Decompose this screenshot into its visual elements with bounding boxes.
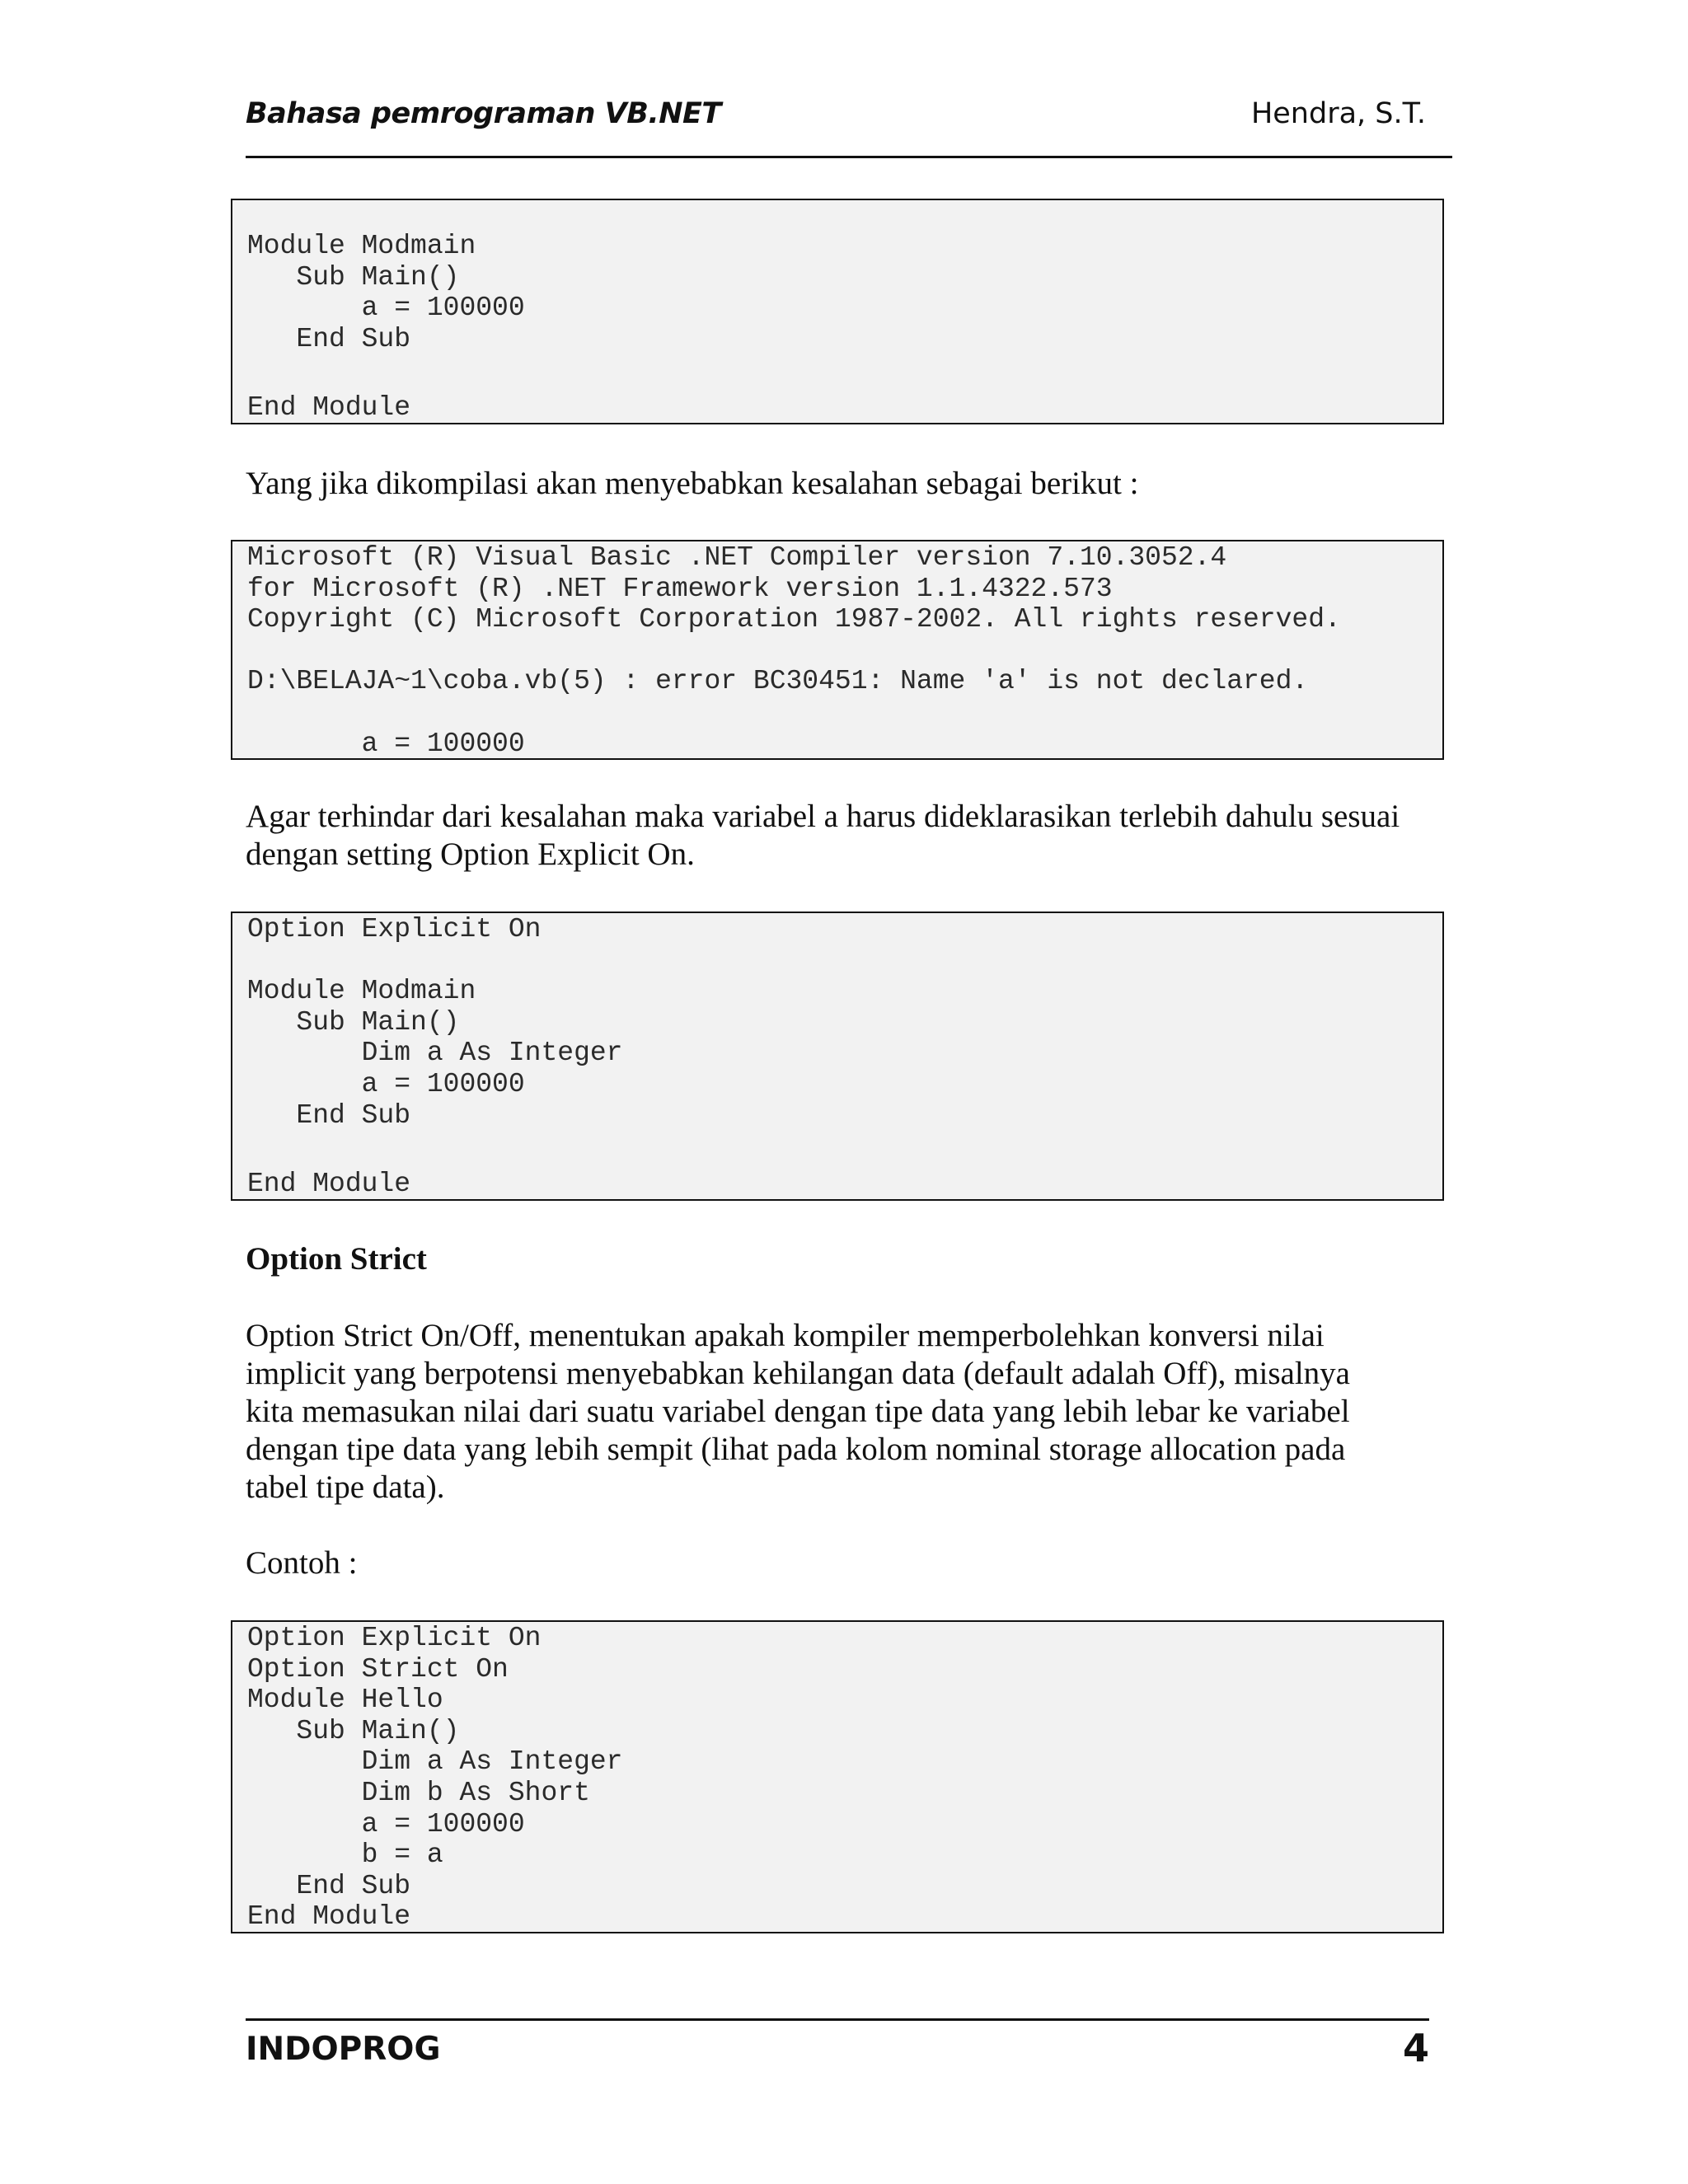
output-line: for Microsoft (R) .NET Framework version 1.1.4322.573 <box>247 573 1113 604</box>
code-line <box>247 945 1442 977</box>
code-line: Sub Main() <box>247 1006 460 1038</box>
code-line <box>247 354 1442 392</box>
code-line: Sub Main() <box>247 261 460 293</box>
paragraph-line: Agar terhindar dari kesalahan maka variabel a harus dideklarasikan terlebih dahulu sesuai <box>246 799 1400 834</box>
code-line: a = 100000 <box>247 1068 525 1099</box>
code-line: End Sub <box>247 1870 411 1901</box>
code-line: End Sub <box>247 1099 411 1131</box>
code-line: Module Modmain <box>247 231 476 262</box>
code-line: Option Explicit On <box>247 914 542 944</box>
paragraph-line: tabel tipe data). <box>246 1469 445 1505</box>
code-line: Module Hello <box>247 1685 443 1716</box>
code-line: Dim b As Short <box>247 1777 590 1808</box>
code-line: a = 100000 <box>247 293 525 324</box>
compiler-output-block <box>231 540 1444 760</box>
output-line: a = 100000 <box>247 728 525 759</box>
code-line: End Sub <box>247 323 411 354</box>
footer-brand: INDOPROG <box>246 2031 441 2068</box>
document-title: Bahasa pemrograman VB.NET <box>246 97 721 130</box>
example-label: Contoh : <box>246 1545 358 1581</box>
output-line: Copyright (C) Microsoft Corporation 1987-2002. All rights reserved. <box>247 604 1341 635</box>
paragraph-line: dengan tipe data yang lebih sempit (lihat pada kolom nominal storage allocation pada <box>246 1432 1346 1467</box>
code-line: End Module <box>247 392 411 424</box>
paragraph-line: Option Strict On/Off, menentukan apakah kompiler memperbolehkan konversi nilai <box>246 1318 1325 1353</box>
output-line: D:\BELAJA~1\coba.vb(5) : error BC30451: Name 'a' is not declared. <box>247 666 1309 697</box>
code-line: End Module <box>247 1901 411 1933</box>
section-heading: Option Strict <box>246 1241 427 1277</box>
code-line: Sub Main() <box>247 1715 460 1746</box>
code-line: b = a <box>247 1840 443 1871</box>
paragraph-option-strict <box>246 1317 1449 1507</box>
author-name: Hendra, S.T. <box>1250 97 1426 130</box>
code-block-modmain <box>231 199 1444 424</box>
code-block-option-explicit <box>231 912 1444 1201</box>
page-header <box>246 92 1452 158</box>
code-line: End Module <box>247 1169 411 1200</box>
code-line <box>247 1131 1442 1169</box>
page-footer <box>246 2018 1429 2076</box>
output-line: Microsoft (R) Visual Basic .NET Compiler version 7.10.3052.4 <box>247 542 1227 573</box>
page-number: 4 <box>1402 2026 1429 2070</box>
code-line: Module Modmain <box>247 976 476 1007</box>
code-line: a = 100000 <box>247 1808 525 1840</box>
code-line: Dim a As Integer <box>247 1038 623 1069</box>
code-line: Dim a As Integer <box>247 1746 623 1778</box>
paragraph-line: dengan setting Option Explicit On. <box>246 837 695 872</box>
paragraph-compile-error-intro: Yang jika dikompilasi akan menyebabkan kesalahan sebagai berikut : <box>246 466 1139 501</box>
paragraph-line: kita memasukan nilai dari suatu variabel dengan tipe data yang lebih lebar ke variabel <box>246 1394 1350 1429</box>
paragraph-option-explicit <box>246 798 1449 874</box>
paragraph-line: implicit yang berpotensi menyebabkan kehilangan data (default adalah Off), misalnya <box>246 1356 1350 1391</box>
code-line <box>247 200 1442 232</box>
code-block-option-strict <box>231 1620 1444 1933</box>
output-line <box>247 697 1442 729</box>
output-line <box>247 635 1442 667</box>
code-line: Option Explicit On <box>247 1623 542 1653</box>
code-line: Option Strict On <box>247 1653 509 1685</box>
